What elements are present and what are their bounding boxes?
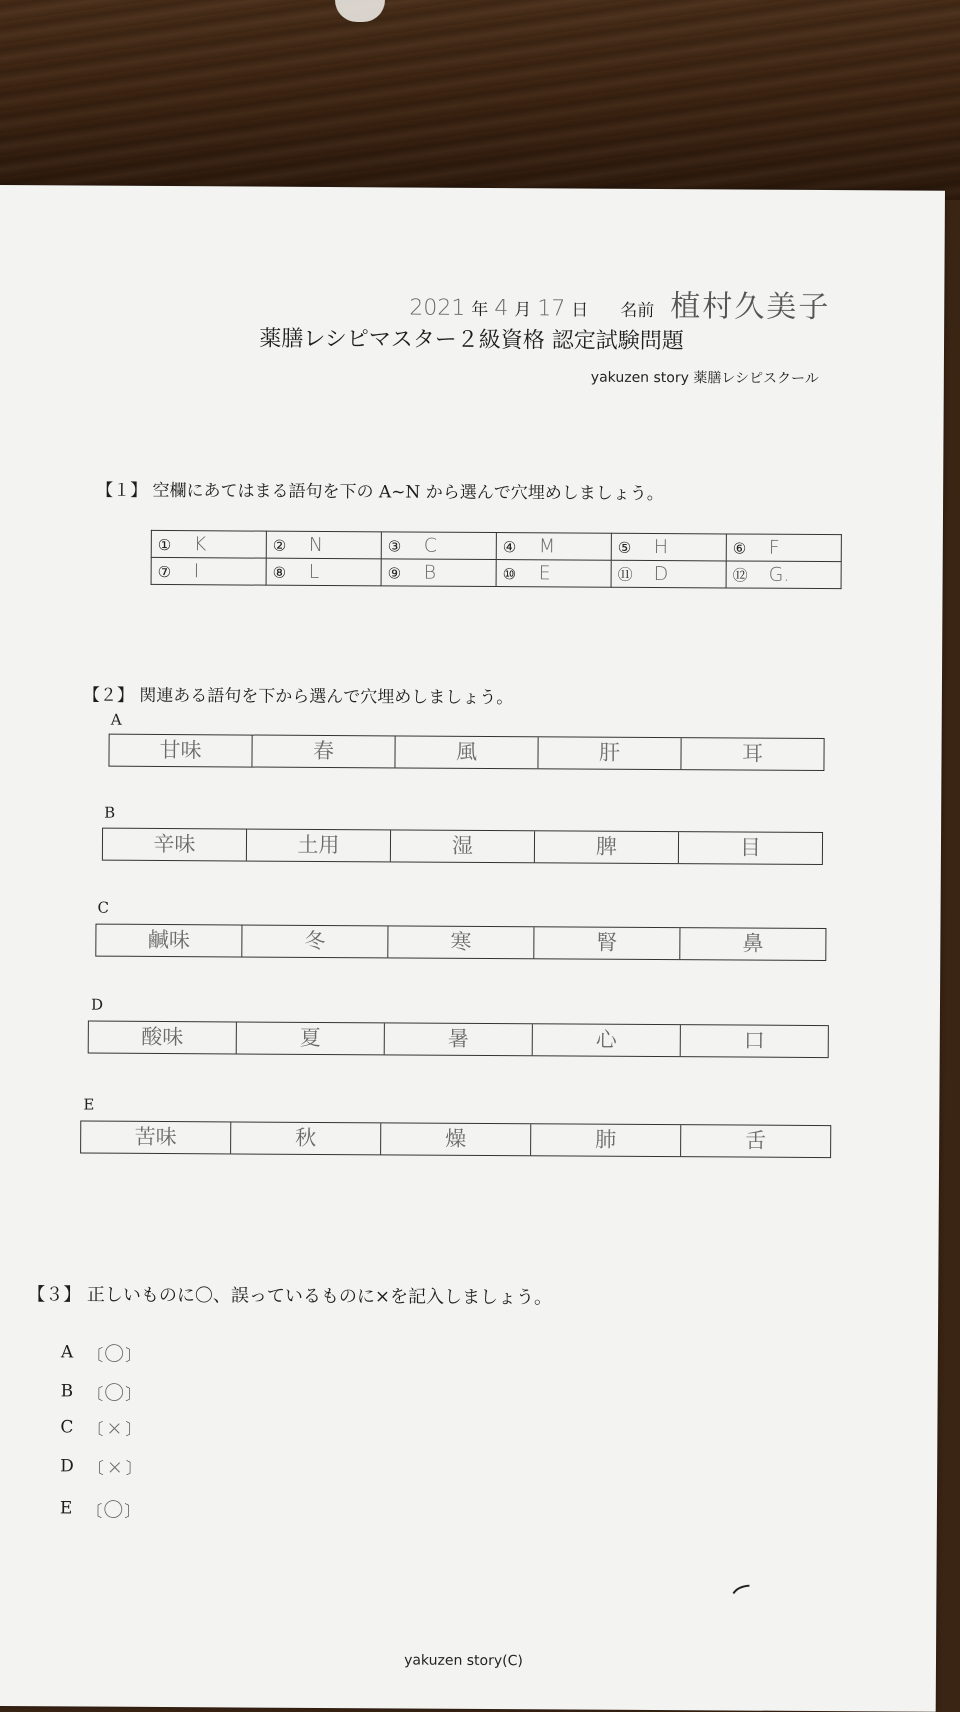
answer-cell: 脾 [534,831,678,863]
item-label: B [60,1380,74,1401]
answer-cell: 秋 [230,1122,380,1154]
date-name-line [409,280,830,327]
item-label: C [60,1417,74,1438]
question-2-row-d [88,1021,829,1059]
row-label-c: C [97,898,110,917]
answer-cell: 春 [251,736,394,768]
answer-cell: ⑧ L [266,558,381,586]
answer-cell: ③ C [381,532,496,560]
answer-cell: ② N [266,531,381,559]
name-label: 名前 [620,300,655,321]
answer-cell: ⑩ E [496,560,611,588]
answer-cell: 湿 [390,830,534,862]
year-value: 2021 [409,295,466,321]
page-title: 薬膳レシピマスター２級資格 認定試験問題 [259,326,684,355]
question-3-item-c: C 〔 × 〕 [60,1415,142,1440]
answer-cell: 腎 [533,927,679,959]
answer-cell: 酸味 [141,1024,184,1050]
answer-cell: 甘味 [159,737,202,763]
answer-cell: 肝 [537,737,680,769]
answer-cell: ⑫ G. [726,561,841,589]
answer-cell: 鹹味 [147,927,190,953]
answer-cell: 風 [394,736,537,768]
answer-mark: 〇 [104,1341,125,1366]
answer-cell: 燥 [380,1123,530,1155]
page-subtitle: yakuzen story 薬膳レシピスクール [590,369,819,388]
row-label-d: D [90,995,104,1014]
row-label-e: E [83,1095,95,1114]
month-label: 月 [514,300,532,321]
answer-cell: 辛味 [153,831,196,857]
pen-mark-icon [731,1584,751,1594]
question-3-item-e: E 〔〇〕 [60,1493,141,1522]
answer-cell: 苦味 [134,1124,177,1150]
page-footer: yakuzen story(C) [404,1652,523,1670]
student-name: 植村久美子 [670,289,831,326]
question-2-row-a [108,734,824,771]
wooden-table-background [0,0,960,200]
answer-cell: ⑥ F [726,534,841,562]
answer-cell: 肺 [530,1124,680,1156]
answer-cell: ① K [151,530,266,558]
question-1-answer-table [151,530,842,589]
answer-mark: × [106,1454,124,1479]
answer-cell: 冬 [241,925,387,957]
answer-cell: 土用 [246,830,390,862]
answer-cell: 心 [532,1024,680,1056]
answer-cell: ⑤ H [611,533,726,561]
answer-mark: 〇 [104,1380,125,1405]
answer-cell: 舌 [680,1125,830,1157]
answer-cell: 寒 [387,926,533,958]
table-row [151,530,841,561]
row-label-a: A [110,710,122,729]
item-label: D [60,1456,74,1477]
answer-mark: × [105,1415,123,1440]
answer-cell: ⑨ B [381,559,496,587]
answer-cell: ⑪ D [611,560,726,588]
answer-cell: ⑦ I [151,557,266,585]
month-value: 4 [494,296,509,322]
question-3-item-a: A 〔〇〕 [61,1337,141,1366]
question-1-heading: 【１】 空欄にあてはまる語句を下の A~N から選んで穴埋めしましょう。 [96,480,664,505]
question-3-item-b: B 〔〇〕 [61,1376,142,1405]
answer-cell: 夏 [236,1022,384,1054]
day-value: 17 [537,296,566,322]
answer-cell: 耳 [680,738,823,770]
year-label: 年 [471,299,489,320]
row-label-b: B [104,803,116,822]
question-2-row-c [95,924,826,961]
exam-sheet [0,185,945,1712]
answer-cell: ④ M [496,533,611,561]
day-label: 日 [571,300,589,321]
question-2-row-e [80,1121,831,1159]
answer-cell: 口 [680,1025,828,1057]
question-2-heading: 【２】 関連ある語句を下から選んで穴埋めしましょう。 [82,685,514,709]
answer-cell: 鼻 [679,928,825,960]
item-label: A [60,1341,74,1362]
question-2-row-b [102,828,823,865]
table-row [151,557,841,588]
answer-mark: 〇 [103,1497,124,1522]
answer-cell: 目 [678,832,822,864]
question-3-heading: 【３】 正しいものに〇、誤っているものに×を記入しましょう。 [27,1284,553,1309]
answer-cell: 暑 [384,1023,532,1055]
item-label: E [59,1497,73,1518]
question-3-item-d: D 〔 × 〕 [60,1454,142,1479]
